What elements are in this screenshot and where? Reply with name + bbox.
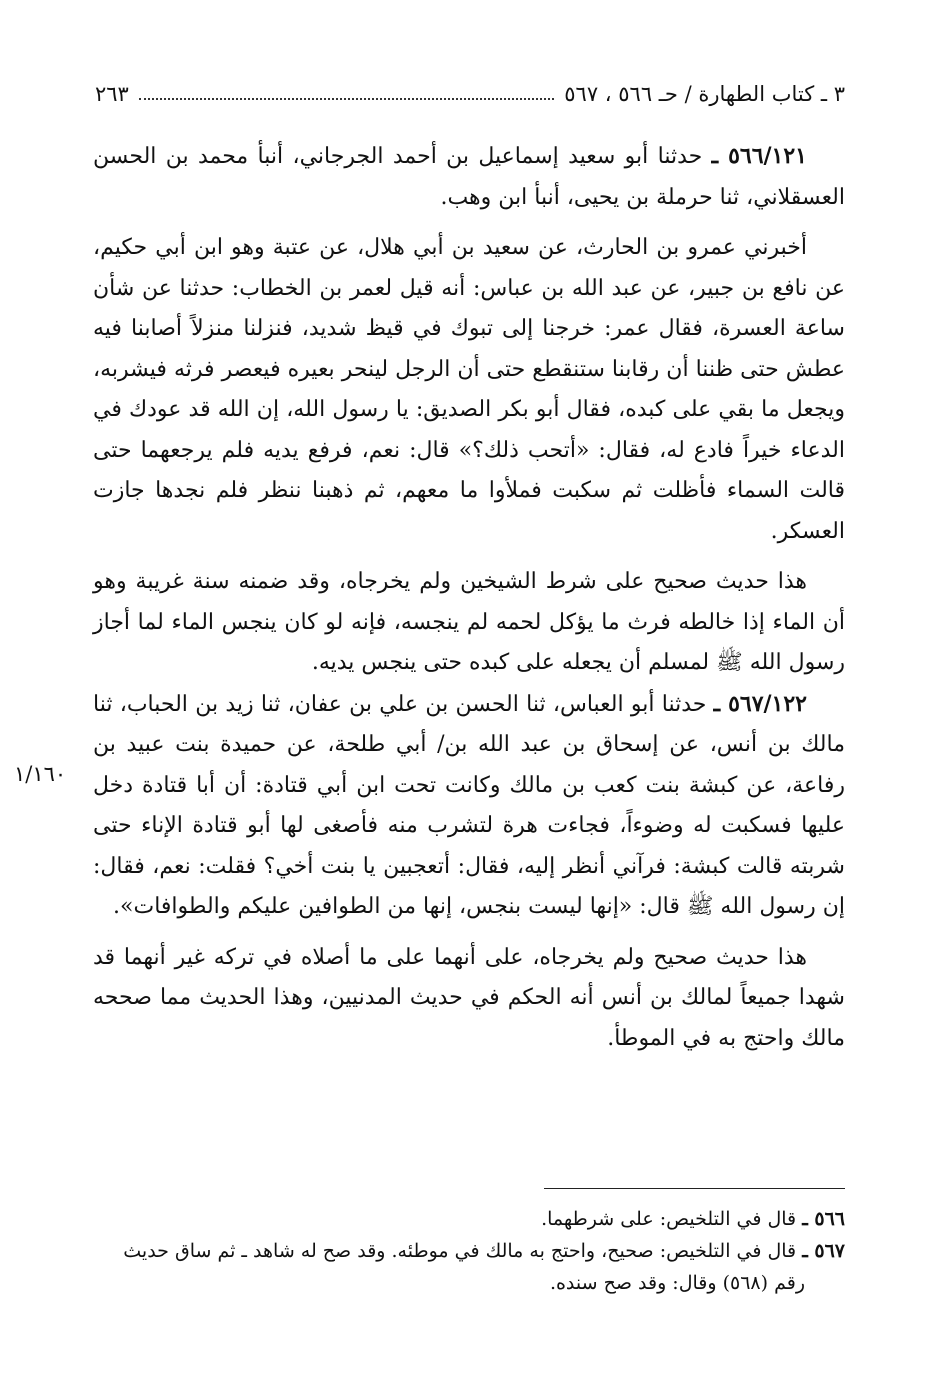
- footnote-567-text: قال في التلخيص: صحيح، واحتج به مالك في موطئه. وقد صح له شاهد ـ ثم ساق حديث: [123, 1240, 803, 1262]
- footnotes: [93, 1203, 845, 1299]
- hadith-566-isnad: [93, 136, 845, 218]
- hadith-567-number: ٥٦٧/١٢٢ ـ: [713, 690, 807, 717]
- hadith-566-number: ٥٦٦/١٢١ ـ: [711, 143, 807, 169]
- header-title: ٣ ـ كتاب الطهارة / حـ ٥٦٦ ، ٥٦٧: [564, 82, 845, 106]
- footnote-566-number: ٥٦٦ ـ: [802, 1208, 845, 1230]
- running-header: [95, 76, 845, 112]
- hadith-567-body: حدثنا أبو العباس، ثنا الحسن بن علي بن عفان، ثنا زيد بن الحباب، ثنا مالك بن أنس، عن إسحاق بن عبد الله بن/ أبي طلحة، عن حميدة بنت عبيد بن رفاعة، عن كبشة بنت كعب بن مالك وكانت تحت ابن أبي قتادة: أن أبا قتادة دخل عليها فسكبت له وضوءاً، فجاءت هرة لتشرب منه فأصغى لها أبو قتادة الإناء حتى شربته قالت كبشة: فرآني أنظر إليه، فقال: أتعجبين يا بنت أخي؟ فقلت: نعم، فقال: إن رسول الله ﷺ قال: «إنها ليست بنجس، إنها من الطوافين عليكم والطوافات».: [93, 691, 845, 919]
- main-text: [93, 136, 845, 1059]
- margin-reference: ١/١٦٠: [14, 762, 67, 786]
- page-number: ٢٦٣: [95, 82, 129, 106]
- footnote-566-text: قال في التلخيص: على شرطهما.: [541, 1208, 803, 1230]
- footnote-567-continuation: رقم (٥٦٨) وقال: وقد صح سنده.: [549, 1272, 805, 1294]
- footnote-567: [93, 1235, 845, 1267]
- footnote-567-number: ٥٦٧ ـ: [802, 1240, 845, 1262]
- hadith-566-comment: هذا حديث صحيح على شرط الشيخين ولم يخرجاه، وقد ضمنه سنة غريبة وهو أن الماء إذا خالطه فرث ما يؤكل لحمه لم ينجسه، فإنه لو كان ينجس الماء لما أجاز رسول الله ﷺ لمسلم أن يجعله على كبده حتى ينجس يديه.: [93, 569, 845, 675]
- header-leader-dots: [139, 88, 554, 100]
- hadith-566-matn: أخبرني عمرو بن الحارث، عن سعيد بن أبي هلال، عن عتبة وهو ابن أبي حكيم، عن نافع بن جبير، عن عبد الله بن عباس: أنه قيل لعمر بن الخطاب: حدثنا عن شأن ساعة العسرة، فقال عمر: خرجنا إلى تبوك في قيظ شديد، فنزلنا منزلاً أصابنا فيه عطش حتى ظننا أن رقابنا ستنقطع حتى أن الرجل لينحر بعيره فيعصر فرثه فيشربه، ويجعل ما بقي على كبده، فقال أبو بكر الصديق: يا رسول الله، إن الله قد عودك في الدعاء خيراً فادع له، فقال: «أتحب ذلك؟» قال: نعم، فرفع يديه فلم يرجعهما حتى قالت السماء فأظلت ثم سكبت فملأوا ما معهم، ثم ذهبنا ننظر فلم نجدها جازت العسكر.: [93, 235, 845, 544]
- hadith-567-text: [93, 684, 845, 928]
- footnote-divider: [544, 1188, 845, 1189]
- hadith-566-isnad-text: حدثنا أبو سعيد إسماعيل بن أحمد الجرجاني، أنبأ محمد بن الحسن العسقلاني، ثنا حرملة بن يحيى، أنبأ ابن وهب.: [93, 144, 845, 210]
- hadith-567-comment: هذا حديث صحيح ولم يخرجاه، على أنهما على ما أصلاه في تركه غير أنهما قد شهدا جميعاً لمالك بن أنس أنه الحكم في حديث المدنيين، وهذا الحديث مما صححه مالك واحتج به في الموطأ.: [93, 944, 845, 1051]
- footnote-566: [93, 1203, 845, 1235]
